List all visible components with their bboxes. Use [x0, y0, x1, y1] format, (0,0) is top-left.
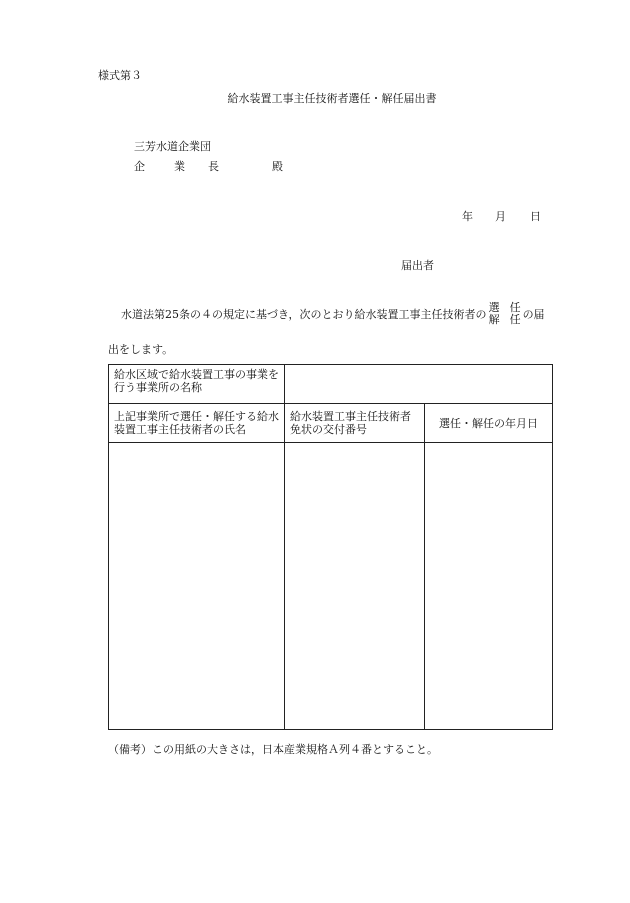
stack-top-2: 任	[509, 301, 521, 314]
notifier-label: 届出者	[401, 259, 434, 272]
office-name-label: 給水区域で給水装置工事の事業を行う事業所の名称	[109, 365, 285, 404]
technician-name-field[interactable]	[109, 443, 285, 730]
stack-top-1: 選	[488, 301, 500, 314]
form-number: 様式第３	[98, 69, 142, 82]
date-year: 年	[462, 210, 473, 223]
body-text-line-1	[121, 302, 545, 326]
document-title: 給水装置工事主任技術者選任・解任届出書	[227, 92, 437, 105]
body-prefix: 水道法第25条の４の規定に基づき，次のとおり給水装置工事主任技術者の	[121, 308, 487, 321]
date-day: 日	[530, 210, 541, 223]
col-header-date: 選任・解任の年月日	[425, 404, 553, 443]
recipient-organization: 三芳水道企業団	[134, 140, 211, 153]
recipient-title-char-3: 長	[208, 160, 219, 173]
col-header-license-number: 給水装置工事主任技術者免状の交付番号	[285, 404, 425, 443]
table-header-row	[109, 404, 553, 443]
recipient-title-char-1: 企	[134, 160, 145, 173]
recipient-title	[134, 158, 283, 174]
footnote: （備考）この用紙の大きさは，日本産業規格Ａ列４番とすること。	[108, 743, 438, 756]
recipient-title-char-2: 業	[174, 160, 185, 173]
stack-bottom-1: 解	[488, 313, 500, 326]
body-suffix: の届	[522, 308, 545, 321]
date-line	[462, 208, 541, 224]
license-number-field[interactable]	[285, 443, 425, 730]
stack-bottom-2: 任	[509, 313, 521, 326]
body-text-line-2: 出をします。	[108, 343, 174, 356]
table-entry-row	[109, 443, 553, 730]
date-month: 月	[495, 210, 506, 223]
recipient-honorific: 殿	[272, 160, 283, 173]
form-table	[108, 364, 553, 730]
appoint-dismiss-stack-1	[489, 302, 500, 326]
col-header-technician-name: 上記事業所で選任・解任する給水装置工事主任技術者の氏名	[109, 404, 285, 443]
appoint-dismiss-stack-2	[510, 302, 521, 326]
date-field[interactable]	[425, 443, 553, 730]
table-row-office	[109, 365, 553, 404]
office-name-field[interactable]	[285, 365, 553, 404]
